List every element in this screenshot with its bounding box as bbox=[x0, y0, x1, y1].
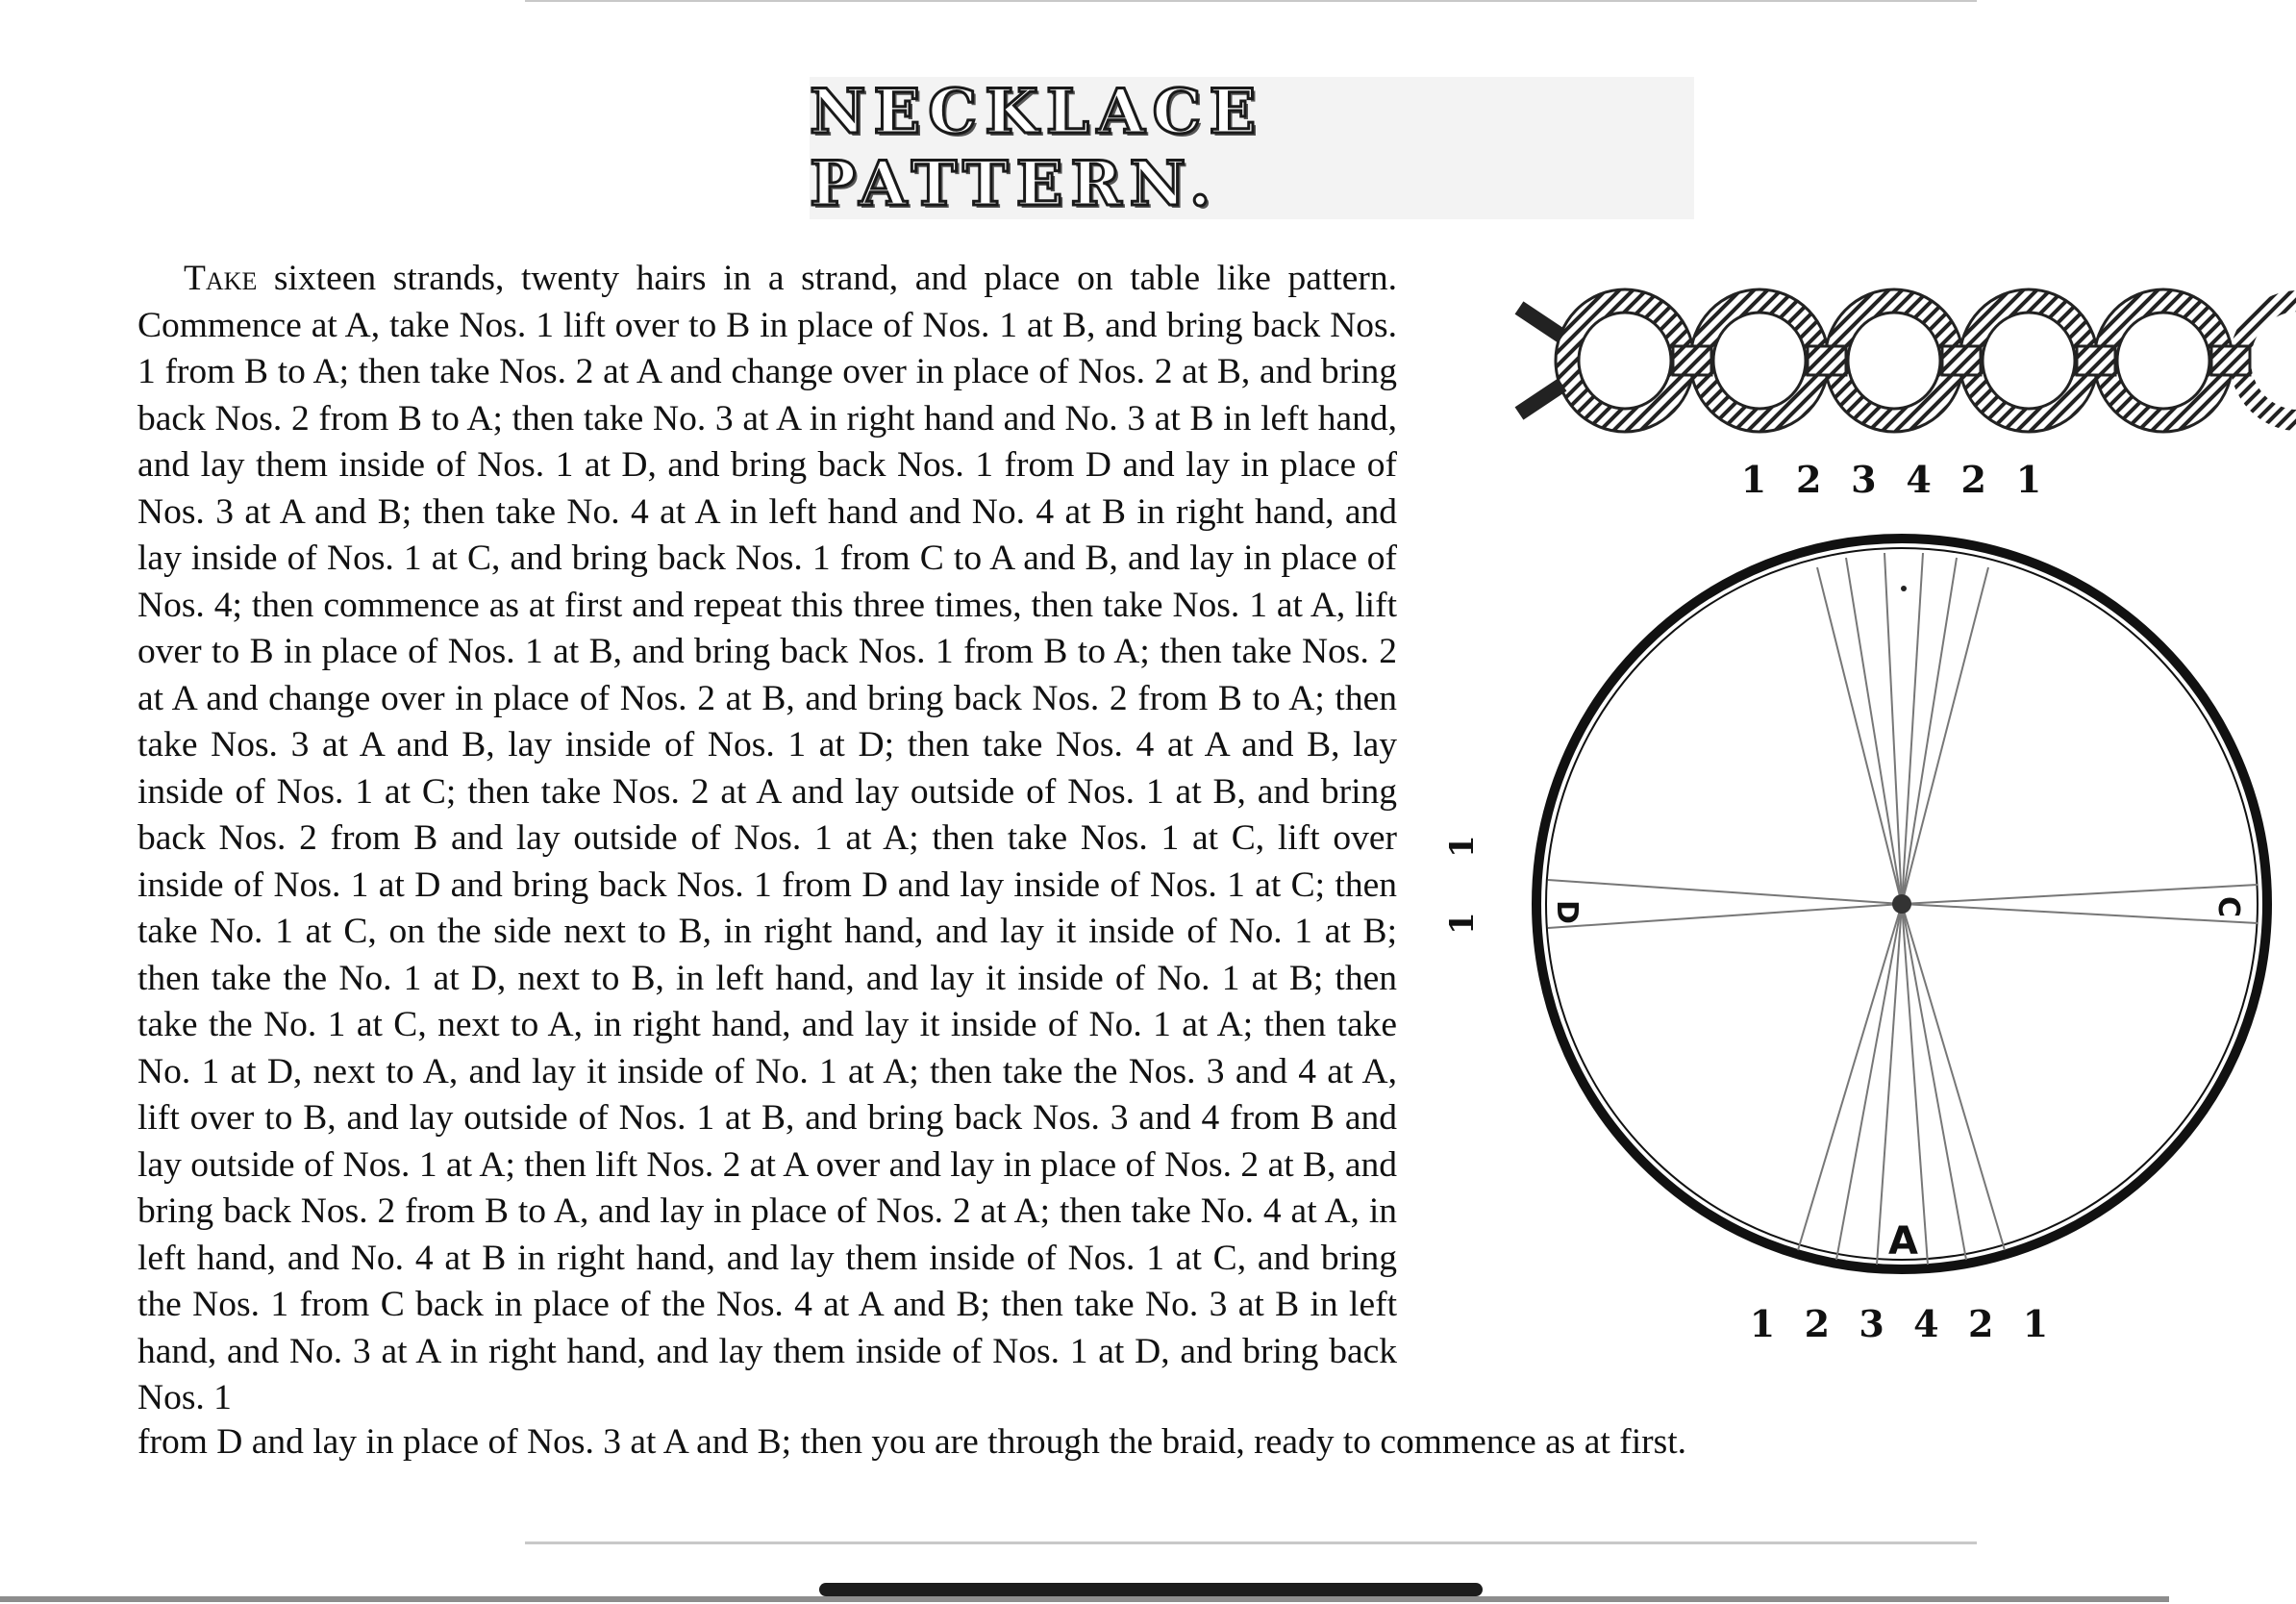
strand-number: 3 bbox=[1859, 1302, 1884, 1345]
home-indicator[interactable] bbox=[819, 1583, 1483, 1596]
strand-number: 2 bbox=[1795, 458, 1822, 501]
braided-chain-illustration bbox=[1519, 269, 2277, 452]
title-banner bbox=[810, 77, 1694, 219]
strand-number: 1 bbox=[2022, 1302, 2049, 1345]
label-c: C bbox=[2211, 896, 2245, 918]
instruction-paragraph bbox=[137, 256, 1397, 1422]
strand-number: 1 bbox=[2015, 458, 2042, 501]
svg-text:1: 1 bbox=[1443, 912, 1482, 935]
bottom-divider bbox=[525, 1541, 1977, 1544]
top-divider bbox=[525, 0, 1977, 2]
strand-number: 1 bbox=[1740, 458, 1767, 501]
strand-number: 2 bbox=[1967, 1302, 1994, 1345]
instruction-last-line: from D and lay in place of Nos. 3 at A and B; then you are through the braid, ready to commence as at first. bbox=[137, 1422, 1686, 1462]
strand-numbers-top bbox=[1736, 458, 2046, 501]
strand-number: 1 bbox=[1749, 1302, 1776, 1345]
page-scrubber-track[interactable] bbox=[0, 1596, 2169, 1602]
instruction-text: sixteen strands, twenty hairs in a strand, and place on table like pattern. Commence at A, take Nos. 1 lift over to B in place of Nos. 1 at B, and bring back Nos. 1 from B to A; then take Nos. 2 at A and change over in place of Nos. 2 at B, and bring back Nos. 2 from B to A; then take No. 3 at A in right hand and No. 3 at B in left hand, and lay them inside of Nos. 1 at D, and bring back Nos. 1 from D and lay in place of Nos. 3 at A and B; then take No. 4 at A in left hand and No. 4 at B in right hand, and lay inside of Nos. 1 at C, and bring back Nos. 1 from C to A and B, and lay in place of Nos. 4; then commence as at first and repeat this three times, then take Nos. 1 at A, lift over to B in place of Nos. 1 at B, and bring back Nos. 1 from B to A; then take Nos. 2 at A and change over in place of Nos. 2 at B, and bring back Nos. 2 from B to A; then take Nos. 3 at A and B, lay inside of Nos. 1 at D; then take Nos. 4 at A and B, lay inside of Nos. 1 at C; then take Nos. 2 at A and lay outside of Nos. 1 at B, and bring back Nos. 2 from B and lay outside of Nos. 1 at A; then take Nos. 1 at C, lift over inside of Nos. 1 at D and bring back Nos. 1 from D and lay inside of Nos. 1 at C; then take No. 1 at C, on the side next to B, in right hand, and lay it inside of No. 1 at B; then take the No. 1 at D, next to B, in left hand, and lay it inside of No. 1 at B; then take the No. 1 at C, next to A, in right hand, and lay it inside of No. 1 at A; then take No. 1 at D, next to A, and lay it inside of No. 1 at A; then take the Nos. 3 and 4 at A, lift over to B, and lay outside of Nos. 1 at B, and bring back Nos. 3 and 4 from B and lay outside of Nos. 1 at A; then lift Nos. 2 at A over and lay in place of Nos. 2 at B, and bring back Nos. 2 from B to A, and lay in place of Nos. 2 at A; then take No. 4 at A, in left hand, and No. 4 at B in right hand, and lay them inside of Nos. 1 at C, and bring the Nos. 1 from C back in place of the Nos. 4 at A and B; then take No. 3 at B in left hand, and No. 3 at A in right hand, and lay them inside of Nos. 1 at D, and bring back Nos. 1 bbox=[137, 259, 1397, 1417]
braiding-table-diagram bbox=[1433, 519, 2296, 1298]
label-a: A bbox=[1888, 1219, 1918, 1264]
page-title: NECKLACE PATTERN. bbox=[810, 76, 1264, 220]
strand-number: 4 bbox=[1913, 1302, 1939, 1345]
side-strand-numbers bbox=[1443, 827, 1490, 952]
strand-number: 2 bbox=[1804, 1302, 1831, 1345]
strand-number: 2 bbox=[1960, 458, 1986, 501]
strand-number: 4 bbox=[1906, 458, 1932, 501]
strand-number: 3 bbox=[1851, 458, 1877, 501]
strand-numbers-bottom bbox=[1745, 1302, 2053, 1345]
lead-word: Take bbox=[184, 259, 258, 298]
svg-text:1: 1 bbox=[1443, 835, 1482, 858]
label-d: D bbox=[1550, 900, 1584, 924]
